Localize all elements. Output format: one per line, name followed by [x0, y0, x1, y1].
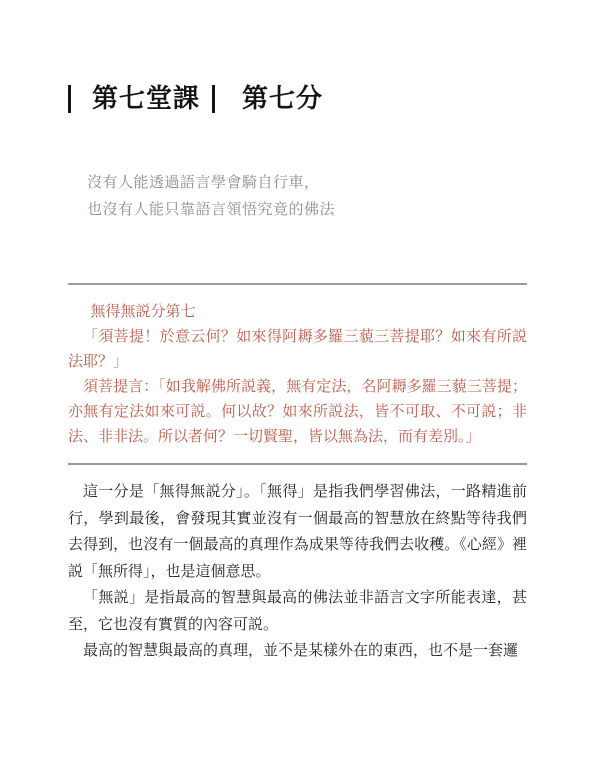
epigraph [87, 170, 527, 224]
commentary-paragraph-2: 「無説」是指最高的智慧與最高的佛法並非語言文字所能表達，甚至，它也沒有實質的內容可説。 [68, 590, 527, 633]
commentary-paragraph-3: 最高的智慧與最高的真理，並不是某樣外在的東西，也不是一套邏 [83, 643, 519, 659]
commentary-paragraph-1: 這一分是「無得無説分」。「無得」是指我們學習佛法，一路精進前行，學到最後，會發現其實並沒有一個最高的智慧放在終點等待我們去得到，也沒有一個最高的真理作為成果等待我們去收穫。《心經》裡説「無所得」，也是這個意思。 [68, 484, 527, 580]
chapter-title [68, 83, 527, 115]
epigraph-line-1: 沒有人能透過語言學會騎自行車， [87, 175, 320, 191]
epigraph-line-2: 也沒有人能只靠語言領悟究竟的佛法 [87, 202, 336, 218]
sutra-heading: 無得無説分第七 [90, 304, 196, 320]
chapter-title-section: 第七分 [242, 84, 324, 113]
sutra-excerpt [68, 300, 527, 450]
title-bar-left-icon [68, 85, 71, 113]
title-bar-right-icon [212, 85, 215, 113]
chapter-title-lesson: 第七堂課 [92, 84, 201, 113]
divider-top [68, 283, 527, 285]
sutra-paragraph-1: 「須菩提！於意云何？如來得阿耨多羅三藐三菩提耶？如來有所説法耶？」 [68, 329, 527, 370]
divider-bottom [68, 463, 527, 465]
sutra-paragraph-2: 須菩提言：「如我解佛所説義，無有定法，名阿耨多羅三藐三菩提；亦無有定法如來可説。何以故？如來所説法，皆不可取、不可説；非法、非非法。所以者何？一切賢聖，皆以無為法，而有差別。」 [68, 379, 527, 445]
commentary [68, 479, 527, 665]
